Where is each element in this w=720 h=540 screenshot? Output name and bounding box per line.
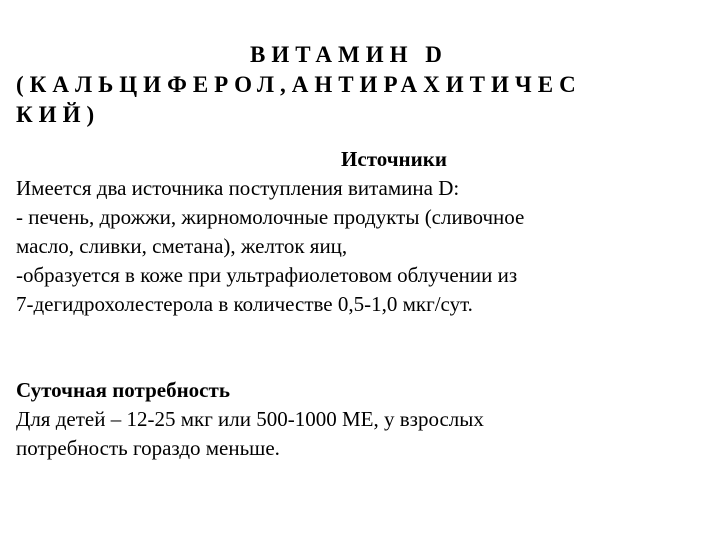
sources-heading-container [0,146,720,172]
slide-title [16,40,706,130]
sources-line-3: масло, сливки, сметана), желток яиц, [16,234,348,258]
title-line-3: КИЙ) [16,102,101,127]
title-line-1: ВИТАМИН D [250,42,448,67]
sources-line-4: -образуется в коже при ультрафиолетовом облучении из [16,263,518,287]
daily-need-line-2: потребность гораздо меньше. [16,436,280,460]
sources-heading: Источники [341,147,447,171]
daily-need-section [16,376,716,463]
sources-line-1: Имеется два источника поступления витамина D: [16,176,460,200]
title-line-2: (КАЛЬЦИФЕРОЛ,АНТИРАХИТИЧЕС [16,72,582,97]
sources-line-5: 7-дегидрохолестерола в количестве 0,5-1,0 мкг/сут. [16,292,473,316]
sources-line-2: - печень, дрожжи, жирномолочные продукты (сливочное [16,205,525,229]
daily-need-line-1: Для детей – 12-25 мкг или 500-1000 МЕ, у взрослых [16,407,484,431]
sources-body [16,174,716,319]
daily-need-heading: Суточная потребность [16,378,230,402]
